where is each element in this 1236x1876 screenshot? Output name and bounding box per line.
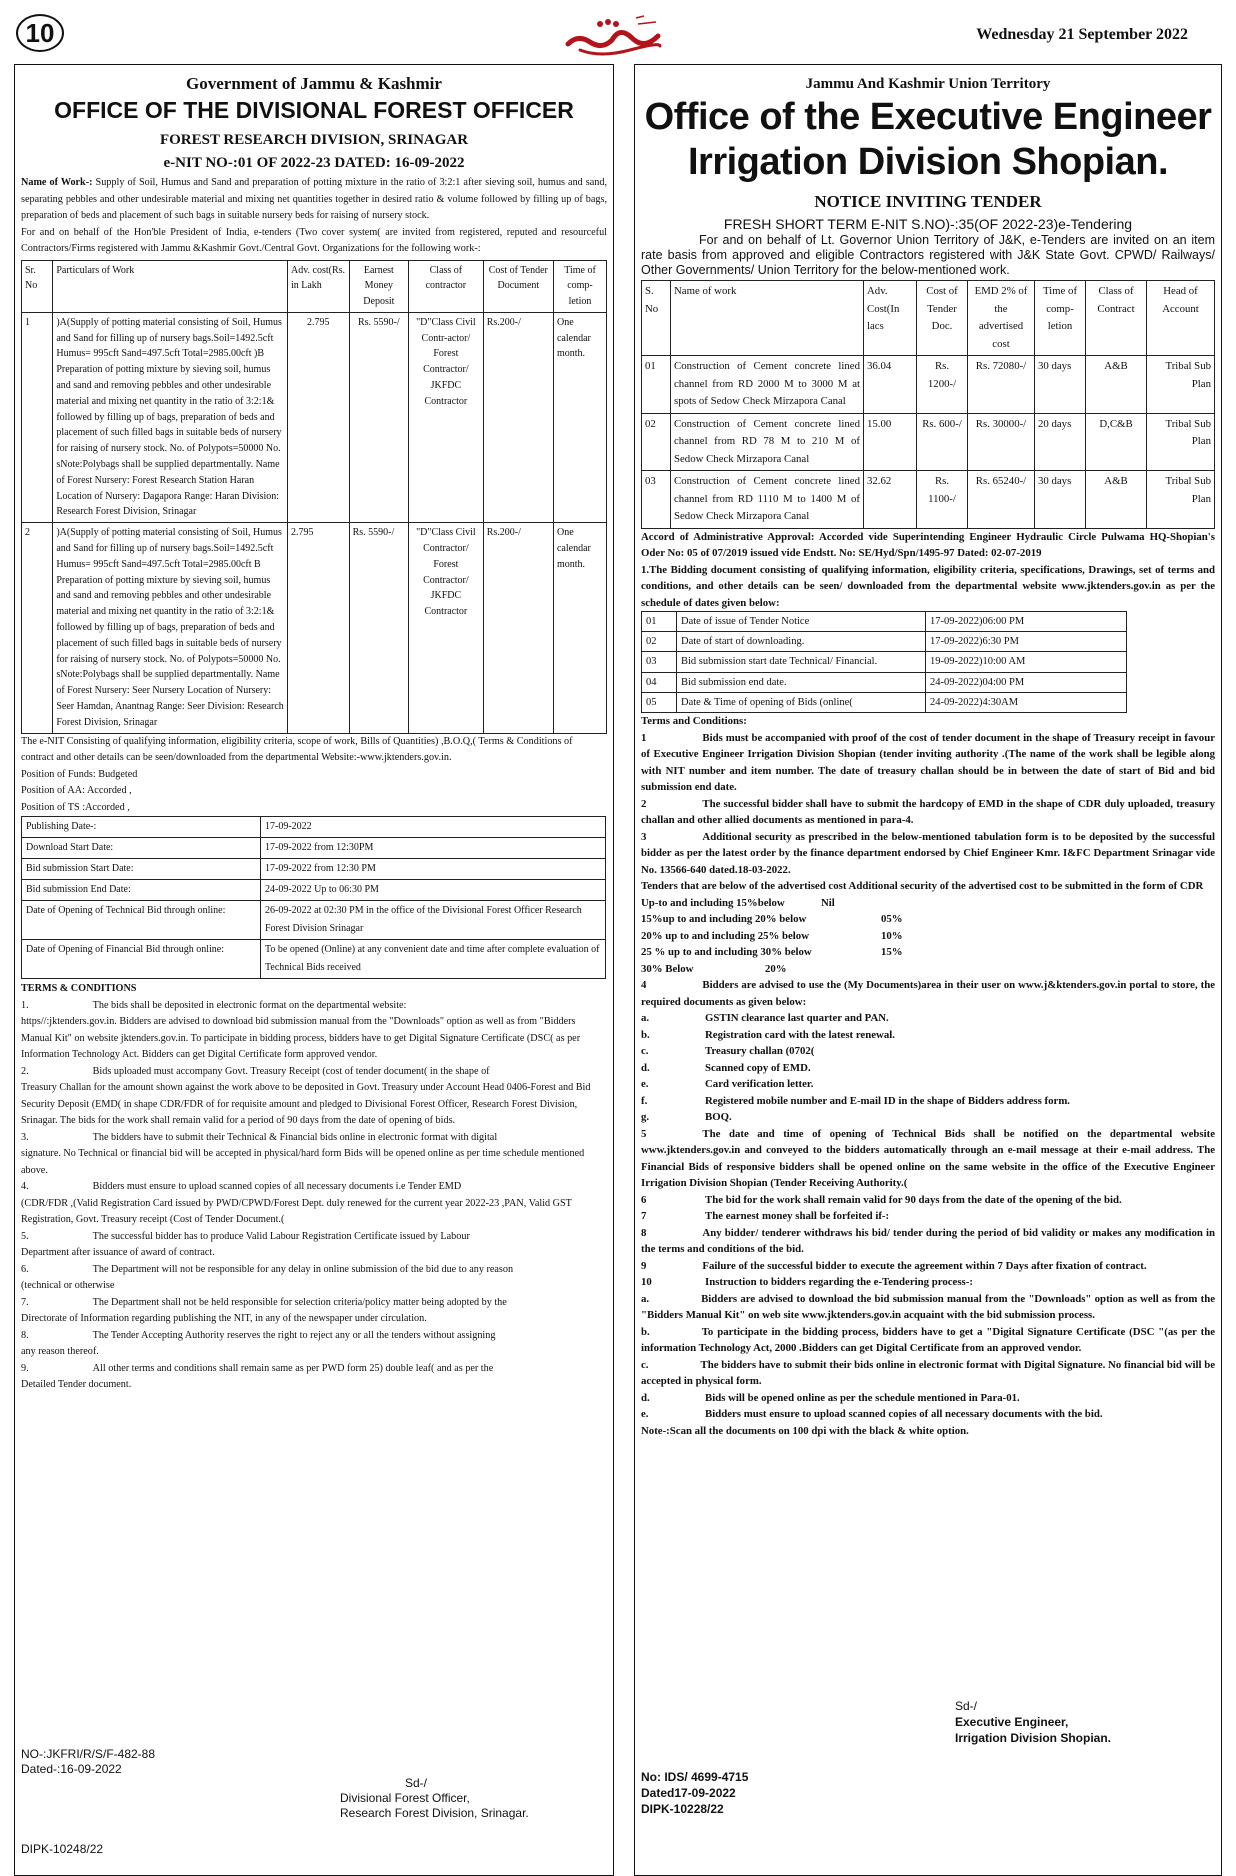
col-time: Time of comp-letion: [553, 260, 606, 312]
item-text: Scanned copy of EMD.: [705, 1061, 811, 1074]
security-row: [641, 895, 1215, 912]
term-number: 2: [641, 797, 647, 810]
table-row: [642, 692, 1127, 712]
item-letter: f.: [641, 1094, 648, 1107]
date-value: 17-09-2022: [261, 817, 606, 838]
term-text: Detailed Tender document.: [21, 1379, 132, 1391]
term-number: 7: [641, 1210, 647, 1223]
item-letter: a.: [641, 1012, 650, 1025]
date-number: 01: [642, 612, 677, 632]
after-table-text: The e-NIT Consisting of qualifying information, eligibility criteria, scope of work, Bills of Quantities) ,B.O.Q,( Terms & Conditions of contract and other details can be seen/downloaded from the departmental Website:-www.jktenders.gov.in.: [21, 735, 573, 764]
item-letter: b.: [641, 1028, 650, 1041]
col-head: Head of Account: [1147, 281, 1215, 356]
term-text: (technical or otherwise: [21, 1280, 115, 1292]
term-number: 3.: [21, 1131, 29, 1143]
position-of-funds: Position of Funds: Budgeted: [21, 768, 138, 780]
row-time: 30 days: [1035, 356, 1086, 414]
row-class: A&B: [1086, 471, 1147, 529]
term-lead: The bids shall be deposited in electronic format on the departmental website:: [92, 999, 407, 1011]
item-letter: e.: [641, 1408, 649, 1421]
table-row: [642, 672, 1127, 692]
item-text: BOQ.: [705, 1111, 732, 1124]
accord-text: Accord of Administrative Approval: Accorded vide Superintending Engineer Hydraulic Circle Pulwama HQ-Shopian's Oder No: 05 of 07/2019 issued vide Endstt. No: SE/Hyd/Spn/1495-97 Dated: 02-07-2019: [641, 530, 1215, 559]
reference-number: No: IDS/ 4699-4715: [641, 1770, 749, 1784]
row-doc: Rs.200-/: [483, 312, 553, 522]
row-time: One calendar month.: [553, 523, 606, 733]
term-text: signature. No Technical or financial bid will be accepted in physical/hard form Bids will be opened online as per time schedule mentioned above.: [21, 1148, 585, 1176]
term-lead: Bids uploaded must accompany Govt. Treasury Receipt (cost of tender document( in the shape of: [92, 1065, 490, 1077]
term-item: [21, 1295, 607, 1328]
signer-office: Irrigation Division Shopian.: [955, 1731, 1112, 1745]
row-work: Construction of Cement concrete lined channel from RD 2000 M to 3000 M at spots of Sedow Check Mirzapora Canal: [671, 356, 864, 414]
item-text: Registered mobile number and E-mail ID in the shape of Bidders address form.: [705, 1094, 1071, 1107]
table-row: [22, 940, 606, 979]
term-number: 3: [641, 830, 647, 843]
date-value: 24-09-2022)04:00 PM: [926, 672, 1127, 692]
signer-title: Executive Engineer,: [955, 1715, 1069, 1729]
term-1: [641, 730, 1215, 796]
security-row: [641, 944, 1215, 961]
row-cost: 2.795: [287, 312, 349, 522]
date-value: 19-09-2022)10:00 AM: [926, 652, 1127, 672]
table-row: [22, 859, 606, 880]
row-time: 30 days: [1035, 471, 1086, 529]
col-emd: EMD 2% of the advertised cost: [968, 281, 1035, 356]
list-item: [641, 1093, 1215, 1110]
term-text: The successful bidder shall have to submit the hardcopy of EMD in the shape of CDR duly uploaded, treasury challan and other allied documents as mentioned in para-4.: [641, 797, 1215, 827]
table-header-row: [22, 260, 607, 312]
item-text: To participate in the bidding process, bidders have to get a "Digital Signature Certificate (DSC "(as per the information Technology Act, 2000 .Bidders can get Digital Certificate from an approved vendor.: [641, 1325, 1215, 1355]
govt-heading: Government of Jammu & Kashmir: [186, 74, 442, 93]
row-head: Tribal Sub Plan: [1147, 413, 1215, 471]
item-letter: d.: [641, 1061, 650, 1074]
col-cost: Adv. cost(Rs. in Lakh: [287, 260, 349, 312]
col-particulars: Particulars of Work: [53, 260, 288, 312]
row-head: Tribal Sub Plan: [1147, 356, 1215, 414]
reference-date: Dated-:16-09-2022: [21, 1762, 122, 1776]
intro-text: For and on behalf of Lt. Governor Union Territory of J&K, e-Tenders are invited on an item rate basis from approved and eligible Contractors registered with J&K State Govt. CPWD/ Railways/ Other Governments/ Union Territory for the below-mentioned work.: [641, 233, 1215, 277]
date-label: Bid submission End Date:: [22, 880, 261, 901]
term-item: [21, 1328, 607, 1361]
item-letter: d.: [641, 1391, 650, 1404]
item-letter: b.: [641, 1325, 650, 1338]
term-7: [641, 1208, 1215, 1225]
term-6: [641, 1192, 1215, 1209]
term-item: [21, 1130, 607, 1180]
table-row: [22, 880, 606, 901]
term-lead: Bidders must ensure to upload scanned copies of all necessary documents i.e Tender EMD: [92, 1181, 462, 1193]
term-text: The date and time of opening of Technical Bids shall be notified on the departmental website www.jktenders.gov.in and conveyed to the bidders automatically through an e-mail message at their e-mail address. The Financial Bids of responsive bidders shall be opened online on the same website in the office of the Executive Engineer Irrigation Division Shopian (Tender Receiving Authority.(: [641, 1127, 1215, 1190]
term-number: 5: [641, 1127, 647, 1140]
col-time: Time of comp-letion: [1035, 281, 1086, 356]
security-row: [641, 911, 1215, 928]
term-lead: The successful bidder has to produce Valid Labour Registration Certificate issued by Labour: [92, 1230, 470, 1242]
row-emd: Rs. 5590-/: [349, 523, 408, 733]
term-lead: The Department will not be responsible for any delay in online submission of the bid due to any reason: [92, 1263, 514, 1275]
date-number: 02: [642, 632, 677, 652]
date-label: Bid submission Start Date:: [22, 859, 261, 880]
col-sr: S. No: [642, 281, 671, 356]
page-number: 10: [16, 14, 64, 52]
col-emd: Earnest Money Deposit: [349, 260, 408, 312]
terms-title: TERMS & CONDITIONS: [21, 983, 137, 995]
term-item: [21, 1262, 607, 1295]
list-item: [641, 1076, 1215, 1093]
item-letter: c.: [641, 1045, 649, 1058]
term-number: 1.: [21, 999, 29, 1011]
term-number: 9.: [21, 1362, 29, 1374]
date-label: Date of issue of Tender Notice: [677, 612, 926, 632]
table-header-row: [642, 281, 1215, 356]
office-heading: OFFICE OF THE DIVISIONAL FOREST OFFICER: [54, 97, 574, 123]
term-item: [21, 998, 607, 1064]
term-number: 8.: [21, 1329, 29, 1341]
item-text: Treasury challan (0702(: [705, 1045, 815, 1058]
item-text: Bids will be opened online as per the schedule mentioned in Para-01.: [705, 1391, 1020, 1404]
table-row: [642, 413, 1215, 471]
instruction-d: [641, 1390, 1215, 1407]
term-number: 8: [641, 1226, 647, 1239]
item-letter: e.: [641, 1078, 649, 1091]
term-lead: The bidders have to submit their Technical & Financial bids online in electronic format with digital: [92, 1131, 498, 1143]
term-text: Treasury Challan for the amount shown against the work above to be deposited in Govt. Treasury under Account Head 0406-Forest and Bid Security Deposit (EMD( in shape CDR/FDR of for requisite amount and pledged to Divisional Forest Officer, Research Forest Division, Srinagar. The bids for the work shall remain valid for a period of 90 days from the date of opening of bids.: [21, 1082, 591, 1127]
terms-title: Terms and Conditions:: [641, 715, 747, 728]
term-number: 4.: [21, 1181, 29, 1193]
reference-date: Dated17-09-2022: [641, 1786, 736, 1800]
term-text: Bids must be accompanied with proof of the cost of tender document in the shape of Treasury receipt in favour of Executive Engineer Irrigation Division Shopian (tender inviting authority .(The name of the work shall be legible along with NIT number and item number. The date of treasury challan should be in between the date of start of Bid and bid submission end date.: [641, 731, 1215, 794]
term-lead: The Department shall not be held responsible for selection criteria/policy matter being adopted by the: [92, 1296, 507, 1308]
term-8: [641, 1225, 1215, 1258]
table-row: [22, 817, 606, 838]
dipk-number: DIPK-10228/22: [641, 1802, 724, 1816]
term-text: The earnest money shall be forfeited if-:: [705, 1210, 890, 1223]
list-item: [641, 1060, 1215, 1077]
row-emd: Rs. 5590-/: [349, 312, 408, 522]
security-range: 15%up to and including 20% below: [641, 913, 807, 926]
row-work: Construction of Cement concrete lined channel from RD 1110 M to 1400 M of Sedow Check Mirzapora Canal: [671, 471, 864, 529]
issue-date: Wednesday 21 September 2022: [976, 26, 1188, 43]
intro-text: For and on behalf of the Hon'ble President of India, e-tenders (Two cover system( are invited from registered, reputed and resourceful Contractors/Firms registered with Jammu &Kashmir Govt./Central Govt. Organizations for the following work-:: [21, 226, 607, 254]
term-item: [21, 1229, 607, 1262]
date-value: 17-09-2022 from 12:30PM: [261, 838, 606, 859]
schedule-table: [641, 611, 1127, 713]
date-label: Publishing Date-:: [22, 817, 261, 838]
term-number: 6: [641, 1193, 647, 1206]
security-value: 15%: [881, 946, 903, 959]
term-text: Additional security as prescribed in the below-mentioned tabulation form is to be deposited by the successful bidder as per the latest order by the finance department endorsed by Chief Engineer Kmr. I&FC Department Srinagar vide No. 13566-640 dated.18-03-2022.: [641, 830, 1215, 876]
term-text: (CDR/FDR ,(Valid Registration Card issued by PWD/CPWD/Forest Dept. duly renewed for the current year 2022-23 ,PAN, Valid GST Registration, Govt. Treasury receipt (Cost of Tender Document.(: [21, 1197, 572, 1226]
item-text: Bidders must ensure to upload scanned copies of all necessary documents with the bid.: [705, 1408, 1103, 1421]
term-text: Department after issuance of award of contract.: [21, 1247, 215, 1259]
date-label: Date of start of downloading.: [677, 632, 926, 652]
date-value: 17-09-2022 from 12:30 PM: [261, 859, 606, 880]
list-item: [641, 1043, 1215, 1060]
term-2: [641, 796, 1215, 829]
name-of-work: [21, 175, 607, 225]
col-doc: Cost of Tender Document: [483, 260, 553, 312]
position-of-ts: Position of TS :Accorded ,: [21, 801, 130, 813]
item-text: Registration card with the latest renewal.: [705, 1028, 895, 1041]
term-number: 9: [641, 1259, 647, 1272]
instruction-c: [641, 1357, 1215, 1390]
date-label: Date & Time of opening of Bids (online(: [677, 692, 926, 712]
term-item: [21, 1179, 607, 1229]
table-row: [642, 356, 1215, 414]
security-range: 25 % up to and including 30% below: [641, 946, 812, 959]
date-value: 24-09-2022 Up to 06:30 PM: [261, 880, 606, 901]
row-time: One calendar month.: [553, 312, 606, 522]
term-number: 1: [641, 731, 647, 744]
term-4: [641, 977, 1215, 1010]
row-head: Tribal Sub Plan: [1147, 471, 1215, 529]
row-time: 20 days: [1035, 413, 1086, 471]
nit-number: FRESH SHORT TERM E-NIT S.NO)-:35(OF 2022-23)e-Tendering: [723, 216, 1133, 232]
division-heading: Irrigation Division Shopian.: [687, 141, 1169, 183]
row-work: Construction of Cement concrete lined channel from RD 78 M to 210 M of Sedow Check Mirzapora Canal: [671, 413, 864, 471]
term-text: any reason thereof.: [21, 1346, 99, 1358]
row-sr: 01: [642, 356, 671, 414]
security-range: Up-to and including 15%below: [641, 896, 785, 909]
table-row: [22, 312, 607, 522]
security-row: [641, 961, 1215, 978]
col-sr: Sr. No: [22, 260, 53, 312]
nit-title: NOTICE INVITING TENDER: [814, 192, 1042, 211]
term-text: Any bidder/ tenderer withdraws his bid/ tender during the period of bid validity or makes any modification in the terms and conditions of the bid.: [641, 1226, 1215, 1256]
term-9: [641, 1258, 1215, 1275]
security-row: [641, 928, 1215, 945]
col-cost: Adv. Cost(In lacs: [864, 281, 917, 356]
term-lead: The Tender Accepting Authority reserves the right to reject any or all the tenders without assigning: [92, 1329, 496, 1341]
irrigation-tender-notice: [634, 64, 1222, 1876]
term-lead: All other terms and conditions shall remain same as per PWD form 25) double leaf( and as per the: [92, 1362, 494, 1374]
security-value: Nil: [821, 896, 835, 909]
row-class: A&B: [1086, 356, 1147, 414]
date-label: Bid submission start date Technical/ Financial.: [677, 652, 926, 672]
signer-office: Research Forest Division, Srinagar.: [340, 1806, 529, 1820]
term-text: The bid for the work shall remain valid for 90 days from the date of the opening of the bid.: [705, 1193, 1122, 1206]
schedule-table: [21, 816, 606, 979]
term-10: [641, 1274, 1215, 1291]
item-text: GSTIN clearance last quarter and PAN.: [705, 1012, 889, 1025]
security-table: [641, 895, 1215, 978]
name-of-work-label: Name of Work-:: [21, 177, 93, 188]
signature: Sd-/: [405, 1776, 428, 1790]
row-sr: 02: [642, 413, 671, 471]
term-number: 7.: [21, 1296, 29, 1308]
list-item: [641, 1027, 1215, 1044]
table-row: [642, 652, 1127, 672]
terms-list: [21, 998, 607, 1394]
item-letter: c.: [641, 1358, 649, 1371]
table-row: [22, 901, 606, 940]
row-cost: 36.04: [864, 356, 917, 414]
col-work: Name of work: [671, 281, 864, 356]
office-heading: Office of the Executive Engineer: [644, 96, 1212, 138]
forest-tender-notice: [14, 64, 614, 1876]
row-class: "D"Class Civil Contractor/ Forest Contractor/ JKFDC Contractor: [409, 523, 484, 733]
item-text: Bidders are advised to download the bid submission manual from the "Downloads" option as well as from the "Bidders Manual Kit" on web site www.jktenders.gov.in acquaint with the bid submission process.: [641, 1292, 1215, 1322]
row-cost: 2.795: [287, 523, 349, 733]
row-doc: Rs.200-/: [483, 523, 553, 733]
security-value: 05%: [881, 913, 903, 926]
row-work: )A(Supply of potting material consisting of Soil, Humus and Sand for filling up of nursery bags.Soil=1492.5cft Humus= 995cft Sand=497.5cft Total=2985.00cft B Preparation of potting mixture by sieving soil, humus and sand and removing pebbles and other undesirable material and mixing net quantity in the ratio of 3:2:1& followed by filling up of bags, preparation of beds and placement of such filled bags in suitable beds of nursery for raising of nursery stock. No. of Polypots=50000 No. sNote:Polybags shall be supplied departmentally. Name of Forest Nursery: Seer Nursery Location of Nursery: Seer Hamdan, Anantnag Range: Seer Division: Research Forest Division, Srinagar: [53, 523, 288, 733]
date-label: Bid submission end date.: [677, 672, 926, 692]
term-3: [641, 829, 1215, 879]
name-of-work-text: Supply of Soil, Humus and Sand and preparation of potting mixture in the ratio of 3:2:1 after sieving soil, humus and sand, separating pebbles and other undesirable material and mixing net quantities together in desired ratio & volume followed by filling up of bags, preparation of beds and placement of such bags in suitable nursery beds for raising of nursery stock.: [21, 177, 608, 221]
date-value: 26-09-2022 at 02:30 PM in the office of the Divisional Forest Officer Research Forest Division Srinagar: [261, 901, 606, 940]
term-item: [21, 1361, 607, 1394]
term-text: Instruction to bidders regarding the e-Tendering process-:: [705, 1276, 973, 1289]
row-sr: 03: [642, 471, 671, 529]
row-class: D,C&B: [1086, 413, 1147, 471]
row-cost: 32.62: [864, 471, 917, 529]
row-emd: Rs. 30000-/: [968, 413, 1035, 471]
date-label: Download Start Date:: [22, 838, 261, 859]
date-value: To be opened (Online) at any convenient date and time after complete evaluation of Technical Bids received: [261, 940, 606, 979]
item-text: Card verification letter.: [705, 1078, 814, 1091]
row-cost: 15.00: [864, 413, 917, 471]
term-text: Bidders are advised to use the (My Documents)area in their user on www.j&ktenders.gov.in portal to store, the required documents as given below:: [641, 979, 1215, 1008]
table-row: [22, 838, 606, 859]
work-table: [641, 280, 1215, 529]
division-heading: FOREST RESEARCH DIVISION, SRINAGAR: [159, 132, 469, 148]
col-doc: Cost of Tender Doc.: [917, 281, 968, 356]
newspaper-logo: [560, 6, 670, 60]
work-table: [21, 260, 607, 734]
nit-number: e-NIT NO-:01 OF 2022-23 DATED: 16-09-2022: [163, 155, 465, 171]
term-number: 2.: [21, 1065, 29, 1077]
security-range: 20% up to and including 25% below: [641, 929, 809, 942]
masthead: [0, 0, 1236, 62]
list-item: [641, 1109, 1215, 1126]
date-label: Date of Opening of Financial Bid through online:: [22, 940, 261, 979]
row-work: )A(Supply of potting material consisting of Soil, Humus and Sand for filling up of nursery bags.Soil=1492.5cft Humus= 995cft Sand=497.5cft Total=2985.00cft )B Preparation of potting mixture by sieving soil, humus and sand and removing pebbles and other undesirable material and mixing net quantity in the ratio of 3:2:1& followed by filling up of bags, preparation of beds and placement of such filled bags in suitable beds of nursery for raising of nursery stock. No. of Polypots=50000 No. sNote:Polybags shall be supplied departmentally. Name of Forest Nursery: Forest Research Station Haran Location of Nursery: Dagapora Range: Haran Division: Research Forest Division, Srinagar: [53, 312, 288, 522]
signature: Sd-/: [955, 1699, 978, 1713]
reference-number: NO-:JKFRI/R/S/F-482-88: [21, 1747, 156, 1761]
term-text: Failure of the successful bidder to execute the agreement within 7 Days after fixation of contract.: [702, 1259, 1147, 1272]
date-number: 03: [642, 652, 677, 672]
term-item: [21, 1064, 607, 1130]
row-doc: Rs. 600-/: [917, 413, 968, 471]
security-value: 20%: [765, 962, 787, 975]
row-emd: Rs. 72080-/: [968, 356, 1035, 414]
date-label: Date of Opening of Technical Bid through online:: [22, 901, 261, 940]
date-number: 05: [642, 692, 677, 712]
term-number: 5.: [21, 1230, 29, 1242]
instruction-a: [641, 1291, 1215, 1324]
date-number: 04: [642, 672, 677, 692]
instruction-b: [641, 1324, 1215, 1357]
item-letter: g.: [641, 1111, 650, 1124]
term-text: https//:jktenders.gov.in. Bidders are advised to download bid submission manual from the "Downloads" option as well as from "Bidders Manual Kit" on website jktenders.gov.in. To participate in bidding process, bidders have to get Digital Signature Certificate (DSC( as per Information Technology Act. Bidders can get Digital Certificate form approved vendor.: [21, 1016, 581, 1061]
row-sr: 2: [22, 523, 53, 733]
date-value: 17-09-2022)6:30 PM: [926, 632, 1127, 652]
signer-title: Divisional Forest Officer,: [340, 1791, 470, 1805]
table-row: [642, 632, 1127, 652]
security-range: 30% Below: [641, 962, 694, 975]
item-text: The bidders have to submit their bids online in electronic format with Digital Signature. No financial bid will be accepted in physical form.: [641, 1358, 1215, 1388]
term-text: Directorate of Information regarding publishing the NIT, in any of the newspaper under circulation.: [21, 1313, 427, 1325]
row-emd: Rs. 65240-/: [968, 471, 1035, 529]
security-heading: Tenders that are below of the advertised cost Additional security of the advertised cost to be submitted in the form of CDR: [641, 880, 1204, 893]
row-class: "D"Class Civil Contr-actor/ Forest Contractor/ JKFDC Contractor: [409, 312, 484, 522]
security-value: 10%: [881, 929, 903, 942]
table-row: [642, 612, 1127, 632]
list-item: [641, 1010, 1215, 1027]
position-of-aa: Position of AA: Accorded ,: [21, 785, 132, 797]
term-number: 10: [641, 1276, 652, 1289]
table-row: [642, 471, 1215, 529]
date-value: 17-09-2022)06:00 PM: [926, 612, 1127, 632]
note-text: Note-:Scan all the documents on 100 dpi with the black & white option.: [641, 1424, 969, 1437]
row-doc: Rs. 1200-/: [917, 356, 968, 414]
row-sr: 1: [22, 312, 53, 522]
dipk-number: DIPK-10248/22: [21, 1842, 104, 1856]
bidding-doc-text: 1.The Bidding document consisting of qualifying information, eligibility criteria, specifications, Drawings, set of terms and conditions, and other details can be seen/ downloaded from the departmental website www.jktenders.gov.in as per the schedule of dates given below:: [641, 563, 1215, 609]
row-doc: Rs. 1100-/: [917, 471, 968, 529]
term-number: 4: [641, 979, 647, 992]
table-row: [22, 523, 607, 733]
term-number: 6.: [21, 1263, 29, 1275]
item-letter: a.: [641, 1292, 650, 1305]
term-5: [641, 1126, 1215, 1192]
col-class: Class of contractor: [409, 260, 484, 312]
date-value: 24-09-2022)4:30AM: [926, 692, 1127, 712]
instruction-e: [641, 1406, 1215, 1423]
ut-heading: Jammu And Kashmir Union Territory: [805, 76, 1051, 92]
col-class: Class of Contract: [1086, 281, 1147, 356]
document-list: [641, 1010, 1215, 1126]
